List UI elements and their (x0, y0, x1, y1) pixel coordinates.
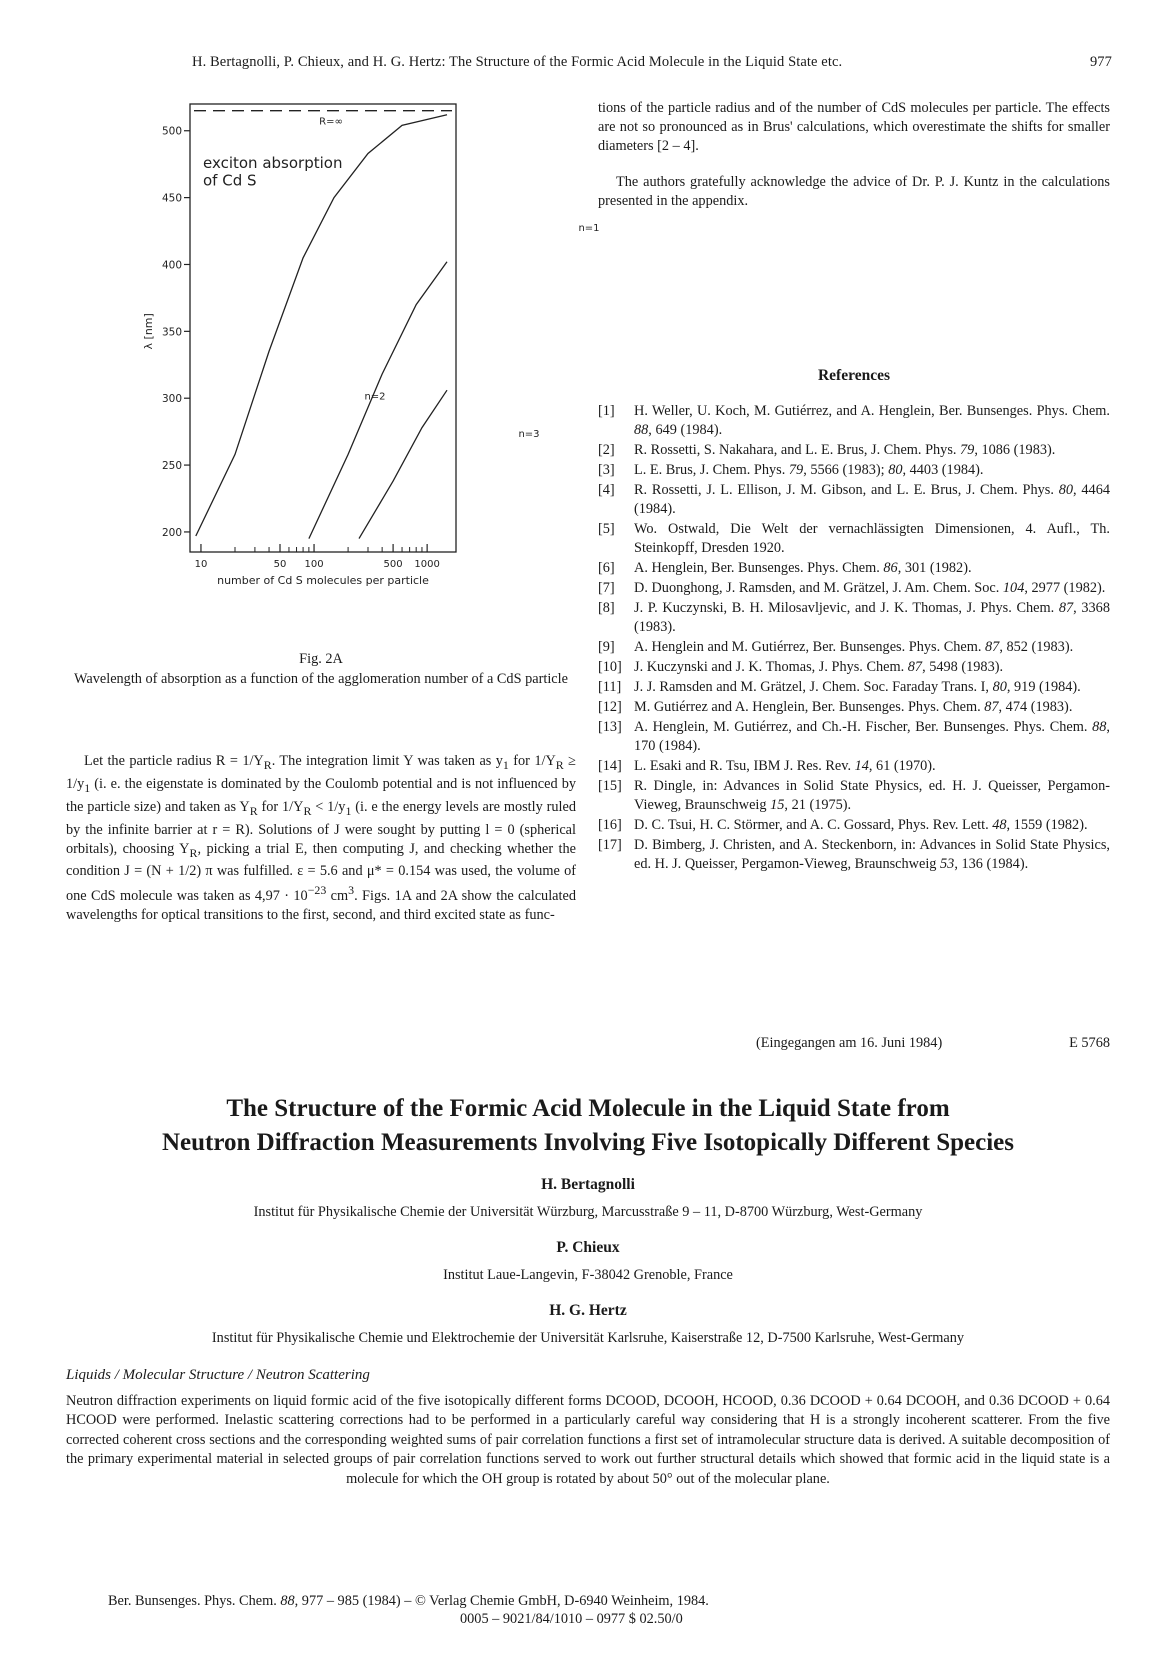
reference-text: A. Henglein, M. Gutiérrez, and Ch.-H. Fischer, Ber. Bunsenges. Phys. Chem. 88, 170 (1984). (634, 719, 1110, 754)
reference-item (598, 777, 1110, 815)
reference-number: [1] (598, 403, 615, 419)
reference-text: Wo. Ostwald, Die Welt der vernachlässigten Dimensionen, 4. Aufl., Th. Steinkopff, Dresden 1920. (634, 521, 1110, 556)
y-tick-label: 450 (161, 192, 182, 205)
reference-list (598, 402, 1110, 875)
x-tick-label: 10 (194, 559, 208, 570)
reference-item (598, 579, 1110, 598)
reference-item (598, 638, 1110, 657)
reference-number: [5] (598, 521, 615, 537)
reference-item (598, 441, 1110, 460)
reference-number: [3] (598, 462, 615, 478)
reference-number: [12] (598, 699, 622, 715)
reference-item (598, 481, 1110, 519)
reference-text: D. C. Tsui, H. C. Störmer, and A. C. Gossard, Phys. Rev. Lett. 48, 1559 (1982). (634, 817, 1088, 833)
x-tick-label: 50 (273, 559, 287, 570)
author-affiliation: Institut für Physikalische Chemie und Elektrochemie der Universität Karlsruhe, Kaiserstraße 12, D-7500 Karlsruhe, West-Germany (211, 1330, 965, 1346)
figure-2a-chart (142, 96, 600, 636)
reference-number: [14] (598, 758, 622, 774)
reference-number: [2] (598, 442, 615, 458)
reference-text: D. Bimberg, J. Christen, and A. Steckenborn, in: Advances in Solid State Physics, ed. H. J. Queisser, Pergamon-Vieweg, Braunschweig 53, 136 (1984). (634, 837, 1110, 872)
reference-text: A. Henglein and M. Gutiérrez, Ber. Bunsenges. Phys. Chem. 87, 852 (1983). (634, 639, 1074, 655)
reference-text: H. Weller, U. Koch, M. Gutiérrez, and A. Henglein, Ber. Bunsenges. Phys. Chem. 88, 649 (1984). (634, 403, 1110, 438)
reference-text: J. J. Ramsden and M. Grätzel, J. Chem. Soc. Faraday Trans. I, 80, 919 (1984). (634, 679, 1081, 695)
page-number: 977 (1089, 54, 1112, 70)
acknowledgement-paragraph: The authors gratefully acknowledge the advice of Dr. P. J. Kuntz in the calculations presented in the appendix. (598, 174, 1110, 209)
figure-caption (66, 650, 576, 689)
article-header (66, 1092, 1110, 1489)
asymptote-label: R=∞ (319, 116, 343, 128)
reference-item (598, 678, 1110, 697)
article-title-line2: Neutron Diffraction Measurements Involving Five Isotopically Different Species (162, 1129, 1014, 1156)
reference-text: A. Henglein, Ber. Bunsenges. Phys. Chem. 86, 301 (1982). (634, 560, 972, 576)
y-axis-label: λ [nm] (142, 313, 155, 350)
manuscript-code: E 5768 (1069, 1035, 1110, 1051)
reference-item (598, 520, 1110, 558)
reference-text: L. Esaki and R. Tsu, IBM J. Res. Rev. 14, 61 (1970). (634, 758, 936, 774)
reference-number: [8] (598, 600, 615, 616)
x-tick-label: 500 (383, 559, 403, 570)
figure-label: Fig. 2A (299, 651, 343, 667)
series-line-n3 (359, 390, 447, 538)
reference-number: [16] (598, 817, 622, 833)
code-line: 0005 – 9021/84/1010 – 0977 $ 02.50/0 (460, 1611, 683, 1627)
reference-text: J. Kuczynski and J. K. Thomas, J. Phys. Chem. 87, 5498 (1983). (634, 659, 1004, 675)
x-tick-label: 1000 (414, 559, 440, 570)
received-date: (Eingegangen am 16. Juni 1984) (756, 1035, 943, 1051)
reference-item (598, 658, 1110, 677)
continuation-paragraph: tions of the particle radius and of the number of CdS molecules per particle. The effects are not so pronounced as in Brus' calculations, which overestimate the shifts for smaller diameters [2 – 4]. (598, 100, 1110, 154)
article-title-line1: The Structure of the Formic Acid Molecule in the Liquid State from (226, 1095, 950, 1122)
series-label: n=3 (518, 428, 540, 440)
y-tick-label: 500 (161, 125, 182, 138)
reference-number: [11] (598, 679, 622, 695)
reference-item (598, 816, 1110, 835)
right-column (598, 99, 1111, 1051)
reference-item (598, 461, 1110, 480)
reference-item (598, 559, 1110, 578)
author-name: H. G. Hertz (549, 1302, 627, 1319)
reference-text: M. Gutiérrez and A. Henglein, Ber. Bunsenges. Phys. Chem. 87, 474 (1983). (634, 699, 1073, 715)
reference-number: [7] (598, 580, 615, 596)
reference-item (598, 757, 1110, 776)
figure-inset-title: exciton absorption (203, 154, 343, 173)
reference-number: [10] (598, 659, 622, 675)
x-tick-label: 100 (304, 559, 324, 570)
reference-number: [13] (598, 719, 622, 735)
running-head-text: H. Bertagnolli, P. Chieux, and H. G. Hertz: The Structure of the Formic Acid Molecule in the Liquid State etc. (192, 54, 843, 70)
y-tick-label: 250 (161, 460, 182, 473)
reference-text: R. Rossetti, S. Nakahara, and L. E. Brus, J. Chem. Phys. 79, 1086 (1983). (634, 442, 1056, 458)
reference-text: D. Duonghong, J. Ramsden, and M. Grätzel, J. Am. Chem. Soc. 104, 2977 (1982). (634, 580, 1106, 596)
y-tick-label: 400 (161, 259, 182, 272)
reference-item (598, 599, 1110, 637)
author-name: P. Chieux (556, 1239, 620, 1256)
left-column-text (66, 752, 576, 925)
reference-text: J. P. Kuczynski, B. H. Milosavljevic, and J. K. Thomas, J. Phys. Chem. 87, 3368 (1983). (634, 600, 1110, 635)
x-axis-label: number of Cd S molecules per particle (217, 574, 429, 587)
reference-text: R. Dingle, in: Advances in Solid State Physics, ed. H. J. Queisser, Pergamon-Vieweg, Braunschweig 15, 21 (1975). (634, 778, 1110, 813)
series-label: n=2 (364, 391, 386, 403)
reference-item (598, 836, 1110, 874)
running-head (192, 54, 1112, 71)
reference-item (598, 402, 1110, 440)
author-affiliation: Institut für Physikalische Chemie der Universität Würzburg, Marcusstraße 9 – 11, D-8700 Würzburg, West-Germany (253, 1204, 923, 1220)
reference-number: [6] (598, 560, 615, 576)
reference-number: [4] (598, 482, 615, 498)
reference-item (598, 718, 1110, 756)
reference-text: R. Rossetti, J. L. Ellison, J. M. Gibson, and L. E. Brus, J. Chem. Phys. 80, 4464 (1984). (634, 482, 1111, 517)
reference-item (598, 698, 1110, 717)
y-tick-label: 350 (161, 326, 182, 339)
abstract: Neutron diffraction experiments on liquid formic acid of the five isotopically different forms DCOOD, DCOOH, HCOOD, 0.36 DCOOD + 0.64 DCOOH, and 0.36 DCOOD + 0.64 HCOOD were performed. Inelastic scattering corrections had to be performed in a particularly careful way considering that H is a strongly incoherent scatterer. From the five corrected coherent cross sections and the corresponding weighted sums of pair correlation functions a first set of intramolecular structure data is derived. A suitable decomposition of the primary experimental material in selected groups of pair correlation functions served to work out further structural details which showed that formic acid in the liquid state is a molecule for which the OH group is rotated by about 50° out of the molecular plane. (66, 1393, 1110, 1487)
figure-caption-text: Wavelength of absorption as a function of the agglomeration number of a CdS particle (74, 671, 568, 687)
reference-number: [17] (598, 837, 622, 853)
reference-text: L. E. Brus, J. Chem. Phys. 79, 5566 (1983); 80, 4403 (1984). (634, 462, 984, 478)
series-label: n=1 (578, 223, 600, 235)
journal-footer (108, 1592, 1008, 1628)
article-title (66, 1092, 1110, 1160)
y-tick-label: 200 (161, 526, 182, 539)
method-paragraph: Let the particle radius $R = 1/Y_R$. The integration limit Y was taken as $y_1$ for $1/Y_R \ge 1/y_1$ (i. e. the eigenstate is dominated by the Coulomb potential and is not influenced by the particle size) and taken as $Y_R$ for $1/Y_R < 1/y_1$ (i. e the energy levels are mostly ruled by the infinite barrier at r = R). Solutions of J were sought by putting l = 0 (spherical orbitals), choosing $Y_R$, picking a trial E, then computing J, and checking whether the condition J = (N + 1/2) π was fulfilled. ε = 5.6 and μ* = 0.154 was used, the volume of one CdS molecule was taken as $4,97 \cdot 10^{-23}$ $cm^3$. Figs. 1A and 2A show the calculated wavelengths for optical transitions to the first, second, and third excited state as func- (66, 753, 576, 924)
author-affiliation: Institut Laue-Langevin, F-38042 Grenoble, France (443, 1267, 733, 1283)
author-name: H. Bertagnolli (541, 1176, 635, 1193)
reference-number: [9] (598, 639, 615, 655)
y-tick-label: 300 (161, 393, 182, 406)
citation-line: Ber. Bunsenges. Phys. Chem. 88, 977 – 985 (1984) – © Verlag Chemie GmbH, D-6940 Weinheim, 1984. (108, 1593, 709, 1609)
figure-inset-title: of Cd S (203, 171, 257, 190)
keywords: Liquids / Molecular Structure / Neutron Scattering (66, 1367, 370, 1383)
reference-number: [15] (598, 778, 622, 794)
references-heading: References (817, 367, 890, 384)
